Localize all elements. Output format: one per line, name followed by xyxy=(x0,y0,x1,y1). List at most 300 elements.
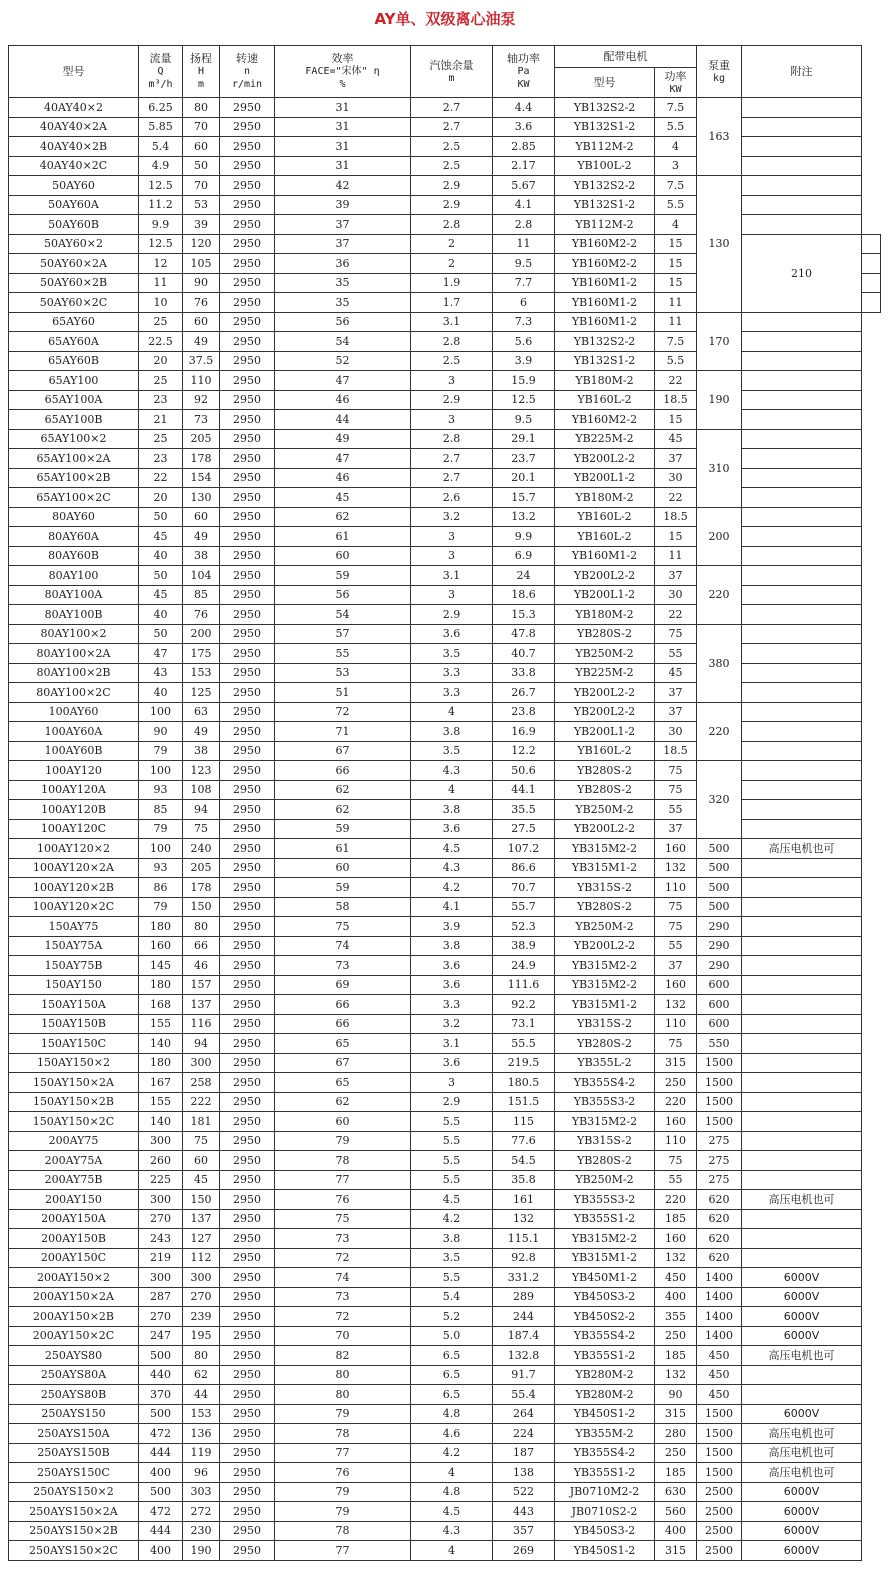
table-row xyxy=(9,566,881,586)
cell-efficiency: 72 xyxy=(275,702,411,722)
cell-npsh: 4.5 xyxy=(411,1190,493,1210)
cell-weight: 1500 xyxy=(697,1073,742,1093)
cell-note xyxy=(742,117,862,137)
cell-efficiency: 62 xyxy=(275,507,411,527)
cell-weight: 1500 xyxy=(697,1092,742,1112)
cell-model: 250AYS150A xyxy=(9,1424,139,1444)
cell-head: 76 xyxy=(183,293,220,313)
cell-npsh: 5.5 xyxy=(411,1268,493,1288)
cell-flow: 168 xyxy=(139,995,183,1015)
cell-weight: 275 xyxy=(697,1151,742,1171)
pump-spec-table xyxy=(8,45,881,1561)
cell-shaft-power: 2.17 xyxy=(493,156,555,176)
cell-npsh: 2.8 xyxy=(411,429,493,449)
cell-weight: 163 xyxy=(697,98,742,176)
cell-efficiency: 73 xyxy=(275,1287,411,1307)
cell-npsh: 3 xyxy=(411,1073,493,1093)
table-row xyxy=(9,449,881,469)
table-row xyxy=(9,1112,881,1132)
cell-efficiency: 44 xyxy=(275,410,411,430)
cell-note xyxy=(742,546,862,566)
cell-speed: 2950 xyxy=(220,722,275,742)
cell-motor-power: 250 xyxy=(655,1443,697,1463)
cell-motor-model: YB280S-2 xyxy=(555,780,655,800)
cell-note: 高压电机也可 xyxy=(742,1190,862,1210)
cell-motor-model: YB200L1-2 xyxy=(555,585,655,605)
cell-model: 250AYS150B xyxy=(9,1443,139,1463)
cell-head: 38 xyxy=(183,546,220,566)
cell-motor-power: 75 xyxy=(655,1034,697,1054)
cell-flow: 9.9 xyxy=(139,215,183,235)
cell-motor-power: 30 xyxy=(655,585,697,605)
cell-model: 150AY150 xyxy=(9,975,139,995)
cell-weight: 450 xyxy=(697,1385,742,1405)
cell-flow: 287 xyxy=(139,1287,183,1307)
cell-motor-power: 30 xyxy=(655,468,697,488)
cell-motor-power: 55 xyxy=(655,644,697,664)
table-row xyxy=(9,975,881,995)
cell-head: 190 xyxy=(183,1541,220,1561)
cell-motor-model: YB200L2-2 xyxy=(555,702,655,722)
cell-weight: 450 xyxy=(697,1346,742,1366)
cell-motor-power: 15 xyxy=(655,273,697,293)
cell-head: 62 xyxy=(183,1365,220,1385)
cell-flow: 400 xyxy=(139,1541,183,1561)
cell-head: 75 xyxy=(183,1131,220,1151)
cell-npsh: 5.5 xyxy=(411,1170,493,1190)
cell-motor-model: YB200L2-2 xyxy=(555,566,655,586)
table-row xyxy=(9,527,881,547)
cell-efficiency: 59 xyxy=(275,819,411,839)
cell-model: 150AY75A xyxy=(9,936,139,956)
cell-note xyxy=(742,351,862,371)
cell-model: 65AY60B xyxy=(9,351,139,371)
cell-shaft-power: 244 xyxy=(493,1307,555,1327)
cell-npsh: 2.5 xyxy=(411,137,493,157)
cell-motor-power: 132 xyxy=(655,1248,697,1268)
table-row xyxy=(9,1034,881,1054)
cell-npsh: 4.2 xyxy=(411,1209,493,1229)
cell-note xyxy=(742,1092,862,1112)
cell-weight: 1500 xyxy=(697,1112,742,1132)
cell-efficiency: 76 xyxy=(275,1190,411,1210)
cell-speed: 2950 xyxy=(220,1112,275,1132)
cell-motor-power: 37 xyxy=(655,819,697,839)
cell-efficiency: 59 xyxy=(275,566,411,586)
cell-flow: 472 xyxy=(139,1424,183,1444)
table-row xyxy=(9,1482,881,1502)
cell-speed: 2950 xyxy=(220,215,275,235)
cell-efficiency: 42 xyxy=(275,176,411,196)
cell-motor-model: YB100L-2 xyxy=(555,156,655,176)
table-row xyxy=(9,1151,881,1171)
cell-npsh: 6.5 xyxy=(411,1385,493,1405)
table-row xyxy=(9,897,881,917)
cell-head: 125 xyxy=(183,683,220,703)
cell-efficiency: 57 xyxy=(275,624,411,644)
cell-model: 150AY75 xyxy=(9,917,139,937)
cell-weight: 1400 xyxy=(697,1307,742,1327)
cell-head: 157 xyxy=(183,975,220,995)
cell-speed: 2950 xyxy=(220,858,275,878)
cell-efficiency: 79 xyxy=(275,1131,411,1151)
cell-head: 150 xyxy=(183,897,220,917)
cell-head: 49 xyxy=(183,722,220,742)
cell-speed: 2950 xyxy=(220,975,275,995)
cell-npsh: 4 xyxy=(411,780,493,800)
cell-flow: 50 xyxy=(139,507,183,527)
cell-model: 150AY150B xyxy=(9,1014,139,1034)
cell-head: 137 xyxy=(183,1209,220,1229)
cell-flow: 25 xyxy=(139,429,183,449)
cell-npsh: 4.6 xyxy=(411,1424,493,1444)
cell-motor-model: YB250M-2 xyxy=(555,800,655,820)
cell-motor-model: YB160L-2 xyxy=(555,527,655,547)
table-row xyxy=(9,683,881,703)
cell-shaft-power: 269 xyxy=(493,1541,555,1561)
cell-flow: 20 xyxy=(139,488,183,508)
cell-note xyxy=(742,390,862,410)
cell-speed: 2950 xyxy=(220,488,275,508)
cell-shaft-power: 26.7 xyxy=(493,683,555,703)
cell-flow: 21 xyxy=(139,410,183,430)
cell-motor-model: JB0710S2-2 xyxy=(555,1502,655,1522)
cell-speed: 2950 xyxy=(220,449,275,469)
cell-motor-power: 11 xyxy=(655,546,697,566)
cell-efficiency: 56 xyxy=(275,312,411,332)
cell-head: 53 xyxy=(183,195,220,215)
cell-efficiency: 37 xyxy=(275,234,411,254)
table-row xyxy=(9,410,881,430)
cell-motor-power: 18.5 xyxy=(655,390,697,410)
table-row xyxy=(9,956,881,976)
header-motor: 配带电机 xyxy=(555,46,697,68)
cell-head: 50 xyxy=(183,156,220,176)
cell-flow: 93 xyxy=(139,858,183,878)
cell-head: 92 xyxy=(183,390,220,410)
cell-shaft-power: 55.4 xyxy=(493,1385,555,1405)
cell-motor-power: 355 xyxy=(655,1307,697,1327)
table-row xyxy=(9,878,881,898)
cell-flow: 93 xyxy=(139,780,183,800)
cell-flow: 47 xyxy=(139,644,183,664)
cell-npsh: 3.2 xyxy=(411,1014,493,1034)
cell-flow: 12.5 xyxy=(139,176,183,196)
cell-shaft-power: 7.3 xyxy=(493,312,555,332)
cell-shaft-power: 73.1 xyxy=(493,1014,555,1034)
cell-motor-power: 18.5 xyxy=(655,741,697,761)
cell-note xyxy=(742,956,862,976)
cell-speed: 2950 xyxy=(220,527,275,547)
table-row xyxy=(9,1541,881,1561)
table-row xyxy=(9,1287,881,1307)
cell-note xyxy=(742,975,862,995)
cell-motor-power: 4 xyxy=(655,215,697,235)
cell-shaft-power: 92.2 xyxy=(493,995,555,1015)
table-row xyxy=(9,1190,881,1210)
cell-note xyxy=(742,566,862,586)
table-row xyxy=(9,98,881,118)
cell-motor-power: 315 xyxy=(655,1053,697,1073)
cell-speed: 2950 xyxy=(220,390,275,410)
cell-efficiency: 79 xyxy=(275,1502,411,1522)
cell-note: 6000V xyxy=(742,1268,862,1288)
cell-npsh: 6.5 xyxy=(411,1365,493,1385)
cell-shaft-power: 111.6 xyxy=(493,975,555,995)
cell-note: 高压电机也可 xyxy=(742,1424,862,1444)
cell-flow: 22 xyxy=(139,468,183,488)
cell-head: 175 xyxy=(183,644,220,664)
cell-note: 6000V xyxy=(742,1287,862,1307)
cell-efficiency: 62 xyxy=(275,800,411,820)
cell-head: 123 xyxy=(183,761,220,781)
cell-weight: 1500 xyxy=(697,1463,742,1483)
cell-model: 100AY60B xyxy=(9,741,139,761)
cell-speed: 2950 xyxy=(220,741,275,761)
cell-shaft-power: 180.5 xyxy=(493,1073,555,1093)
cell-shaft-power: 77.6 xyxy=(493,1131,555,1151)
cell-shaft-power: 23.7 xyxy=(493,449,555,469)
cell-model: 80AY60B xyxy=(9,546,139,566)
cell-flow: 472 xyxy=(139,1502,183,1522)
cell-npsh: 4.3 xyxy=(411,761,493,781)
cell-motor-model: YB315S-2 xyxy=(555,878,655,898)
cell-model: 150AY150C xyxy=(9,1034,139,1054)
cell-efficiency: 47 xyxy=(275,371,411,391)
cell-motor-model: YB112M-2 xyxy=(555,215,655,235)
cell-model: 250AYS150×2A xyxy=(9,1502,139,1522)
cell-motor-power: 75 xyxy=(655,761,697,781)
cell-model: 100AY120×2C xyxy=(9,897,139,917)
cell-efficiency: 74 xyxy=(275,1268,411,1288)
cell-shaft-power: 289 xyxy=(493,1287,555,1307)
cell-shaft-power: 15.7 xyxy=(493,488,555,508)
cell-note xyxy=(742,1151,862,1171)
cell-flow: 145 xyxy=(139,956,183,976)
cell-motor-model: JB0710M2-2 xyxy=(555,1482,655,1502)
table-row xyxy=(9,1307,881,1327)
cell-flow: 100 xyxy=(139,702,183,722)
cell-npsh: 5.0 xyxy=(411,1326,493,1346)
cell-motor-model: YB200L2-2 xyxy=(555,449,655,469)
cell-flow: 140 xyxy=(139,1034,183,1054)
cell-efficiency: 31 xyxy=(275,117,411,137)
cell-motor-power: 37 xyxy=(655,566,697,586)
cell-shaft-power: 9.5 xyxy=(493,254,555,274)
cell-model: 100AY120×2 xyxy=(9,839,139,859)
cell-weight: 380 xyxy=(697,624,742,702)
cell-shaft-power: 115.1 xyxy=(493,1229,555,1249)
cell-motor-power: 132 xyxy=(655,1365,697,1385)
cell-weight: 620 xyxy=(697,1248,742,1268)
cell-npsh: 3.5 xyxy=(411,741,493,761)
cell-model: 65AY100×2 xyxy=(9,429,139,449)
cell-shaft-power: 24 xyxy=(493,566,555,586)
cell-motor-power: 220 xyxy=(655,1092,697,1112)
cell-weight: 1400 xyxy=(697,1287,742,1307)
cell-note xyxy=(742,332,862,352)
cell-shaft-power: 27.5 xyxy=(493,819,555,839)
cell-speed: 2950 xyxy=(220,800,275,820)
cell-motor-model: YB355L-2 xyxy=(555,1053,655,1073)
cell-model: 200AY75B xyxy=(9,1170,139,1190)
cell-npsh: 2.5 xyxy=(411,351,493,371)
cell-efficiency: 60 xyxy=(275,1112,411,1132)
cell-motor-model: YB160L-2 xyxy=(555,507,655,527)
cell-motor-model: YB200L2-2 xyxy=(555,819,655,839)
cell-motor-power: 315 xyxy=(655,1404,697,1424)
cell-head: 178 xyxy=(183,878,220,898)
cell-motor-model: YB355S1-2 xyxy=(555,1346,655,1366)
table-row xyxy=(9,1385,881,1405)
cell-speed: 2950 xyxy=(220,1424,275,1444)
table-row xyxy=(9,176,881,196)
cell-npsh: 3.6 xyxy=(411,975,493,995)
cell-weight: 290 xyxy=(697,917,742,937)
cell-efficiency: 67 xyxy=(275,741,411,761)
cell-model: 80AY100×2 xyxy=(9,624,139,644)
cell-motor-power: 75 xyxy=(655,780,697,800)
cell-model: 50AY60×2 xyxy=(9,234,139,254)
table-row xyxy=(9,1014,881,1034)
cell-efficiency: 62 xyxy=(275,1092,411,1112)
cell-note: 6000V xyxy=(742,1482,862,1502)
cell-head: 45 xyxy=(183,1170,220,1190)
cell-note: 高压电机也可 xyxy=(742,1463,862,1483)
cell-flow: 140 xyxy=(139,1112,183,1132)
cell-speed: 2950 xyxy=(220,1443,275,1463)
cell-shaft-power: 35.5 xyxy=(493,800,555,820)
cell-motor-model: YB315S-2 xyxy=(555,1014,655,1034)
cell-note xyxy=(742,917,862,937)
cell-npsh: 4.3 xyxy=(411,1521,493,1541)
cell-motor-power: 185 xyxy=(655,1463,697,1483)
table-row xyxy=(9,1424,881,1444)
cell-motor-model: YB355S3-2 xyxy=(555,1190,655,1210)
cell-shaft-power: 132.8 xyxy=(493,1346,555,1366)
table-row xyxy=(9,819,881,839)
cell-note xyxy=(742,819,862,839)
cell-weight: 450 xyxy=(697,1365,742,1385)
cell-motor-model: YB180M-2 xyxy=(555,488,655,508)
table-row xyxy=(9,429,881,449)
cell-motor-power: 5.5 xyxy=(655,195,697,215)
cell-efficiency: 54 xyxy=(275,332,411,352)
cell-shaft-power: 91.7 xyxy=(493,1365,555,1385)
cell-shaft-power: 161 xyxy=(493,1190,555,1210)
cell-flow: 260 xyxy=(139,1151,183,1171)
table-row xyxy=(9,917,881,937)
cell-motor-power: 160 xyxy=(655,1112,697,1132)
cell-model: 80AY100B xyxy=(9,605,139,625)
cell-model: 150AY150×2B xyxy=(9,1092,139,1112)
cell-shaft-power: 13.2 xyxy=(493,507,555,527)
cell-npsh: 2.9 xyxy=(411,605,493,625)
cell-head: 104 xyxy=(183,566,220,586)
cell-note xyxy=(742,1385,862,1405)
cell-shaft-power: 115 xyxy=(493,1112,555,1132)
cell-speed: 2950 xyxy=(220,624,275,644)
cell-npsh: 2.8 xyxy=(411,332,493,352)
cell-motor-model: YB250M-2 xyxy=(555,644,655,664)
cell-npsh: 3.8 xyxy=(411,722,493,742)
cell-motor-model: YB450S1-2 xyxy=(555,1541,655,1561)
cell-motor-power: 37 xyxy=(655,449,697,469)
cell-flow: 100 xyxy=(139,839,183,859)
cell-speed: 2950 xyxy=(220,897,275,917)
cell-note xyxy=(742,702,862,722)
cell-shaft-power: 4.1 xyxy=(493,195,555,215)
cell-model: 200AY150 xyxy=(9,1190,139,1210)
cell-npsh: 4.2 xyxy=(411,878,493,898)
cell-model: 80AY100 xyxy=(9,566,139,586)
cell-model: 100AY120×2A xyxy=(9,858,139,878)
table-row xyxy=(9,1268,881,1288)
cell-efficiency: 45 xyxy=(275,488,411,508)
cell-efficiency: 79 xyxy=(275,1404,411,1424)
cell-flow: 180 xyxy=(139,1053,183,1073)
cell-note xyxy=(742,1365,862,1385)
cell-motor-model: YB355S3-2 xyxy=(555,1092,655,1112)
cell-motor-power: 185 xyxy=(655,1209,697,1229)
cell-motor-power: 22 xyxy=(655,605,697,625)
cell-note xyxy=(742,936,862,956)
cell-speed: 2950 xyxy=(220,1502,275,1522)
cell-flow: 43 xyxy=(139,663,183,683)
cell-weight: 290 xyxy=(697,956,742,976)
cell-motor-model: YB355S1-2 xyxy=(555,1209,655,1229)
cell-speed: 2950 xyxy=(220,585,275,605)
cell-motor-power: 160 xyxy=(655,1229,697,1249)
cell-motor-model: YB180M-2 xyxy=(555,605,655,625)
cell-efficiency: 72 xyxy=(275,1248,411,1268)
header-shaft-power: 轴功率 Pa KW xyxy=(493,46,555,98)
cell-flow: 160 xyxy=(139,936,183,956)
cell-flow: 86 xyxy=(139,878,183,898)
table-row xyxy=(9,995,881,1015)
cell-note xyxy=(742,215,862,235)
cell-motor-model: YB315M1-2 xyxy=(555,1248,655,1268)
cell-shaft-power: 55.5 xyxy=(493,1034,555,1054)
cell-shaft-power: 50.6 xyxy=(493,761,555,781)
cell-shaft-power: 44.1 xyxy=(493,780,555,800)
cell-note xyxy=(742,429,862,449)
cell-model: 200AY75 xyxy=(9,1131,139,1151)
cell-shaft-power: 4.4 xyxy=(493,98,555,118)
cell-motor-model: YB160M1-2 xyxy=(555,312,655,332)
table-row xyxy=(9,371,881,391)
table-row xyxy=(9,858,881,878)
cell-speed: 2950 xyxy=(220,176,275,196)
cell-shaft-power: 15.3 xyxy=(493,605,555,625)
cell-efficiency: 31 xyxy=(275,98,411,118)
cell-shaft-power: 38.9 xyxy=(493,936,555,956)
cell-flow: 270 xyxy=(139,1307,183,1327)
cell-motor-model: YB200L1-2 xyxy=(555,722,655,742)
cell-motor-model: YB160M1-2 xyxy=(555,293,655,313)
cell-efficiency: 55 xyxy=(275,644,411,664)
cell-flow: 20 xyxy=(139,351,183,371)
cell-motor-power: 400 xyxy=(655,1521,697,1541)
cell-speed: 2950 xyxy=(220,351,275,371)
cell-head: 94 xyxy=(183,1034,220,1054)
cell-motor-power: 45 xyxy=(655,663,697,683)
cell-motor-model: YB355S4-2 xyxy=(555,1443,655,1463)
cell-npsh: 3.6 xyxy=(411,1053,493,1073)
cell-flow: 500 xyxy=(139,1404,183,1424)
cell-npsh: 4.5 xyxy=(411,1502,493,1522)
cell-speed: 2950 xyxy=(220,1287,275,1307)
